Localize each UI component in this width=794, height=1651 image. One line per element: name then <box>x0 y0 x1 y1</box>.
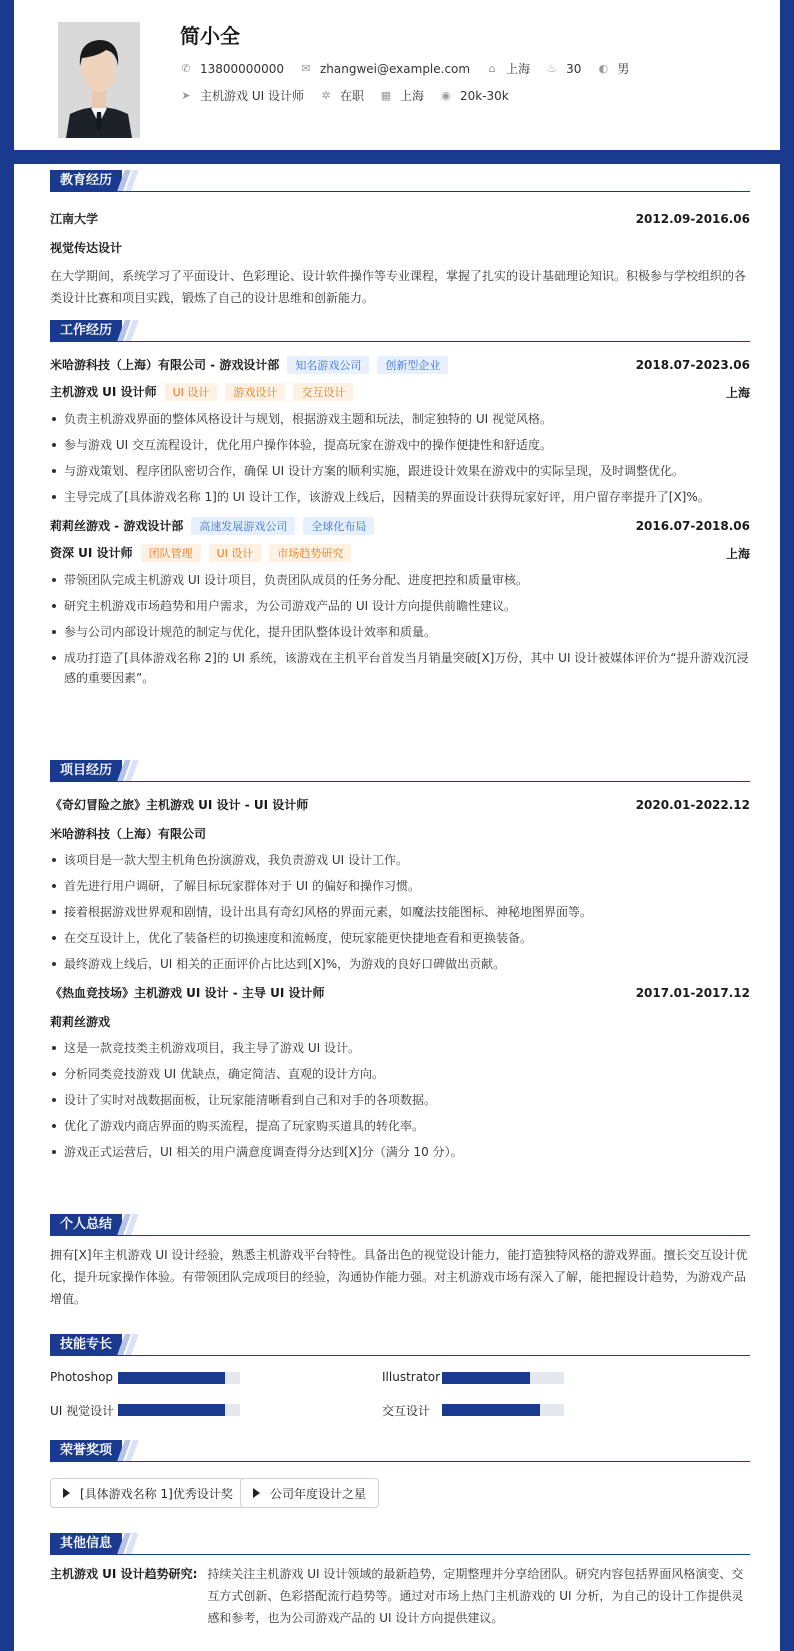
section-title-label: 技能专长 <box>50 1334 122 1355</box>
gender-icon: ◐ <box>598 62 609 75</box>
company-tag: 高速发展游戏公司 <box>191 517 295 535</box>
award-text: [具体游戏名称 1]优秀设计奖 <box>80 1486 233 1501</box>
section-title <box>50 320 750 342</box>
education-description: 在大学期间，系统学习了平面设计、色彩理论、设计软件操作等专业课程，掌握了扎实的设计基础理论知识。积极参与学校组织的各类设计比赛和项目实践，锻炼了自己的设计思维和创新能力。 <box>50 269 747 305</box>
major: 视觉传达设计 <box>50 241 123 255</box>
gender-item <box>597 60 629 77</box>
email-item <box>300 62 470 76</box>
role-tag: UI 设计 <box>165 383 218 401</box>
section-summary <box>50 1214 750 1310</box>
play-icon <box>63 1488 70 1498</box>
list-item: 首先进行用户调研，了解目标玩家群体对于 UI 的偏好和操作习惯。 <box>50 876 750 896</box>
avatar-photo <box>58 22 140 138</box>
job-location: 上海 <box>725 546 750 561</box>
award-item <box>50 1478 246 1508</box>
section-title-label: 荣誉奖项 <box>50 1440 122 1461</box>
list-item: 在交互设计上，优化了装备栏的切换速度和流畅度，使玩家能更快捷地查看和更换装备。 <box>50 928 750 948</box>
gender-text: 男 <box>617 62 630 76</box>
section-title <box>50 1440 750 1462</box>
company-tag: 知名游戏公司 <box>287 356 369 374</box>
section-honors <box>50 1440 750 1520</box>
section-skills <box>50 1334 750 1424</box>
job-header <box>50 517 750 535</box>
section-title <box>50 170 750 192</box>
skill-bar-fill <box>442 1404 540 1416</box>
section-title-label: 工作经历 <box>50 320 122 341</box>
frame-left-border <box>0 0 14 1651</box>
list-item: 优化了游戏内商店界面的购买流程，提高了玩家购买道具的转化率。 <box>50 1116 750 1136</box>
home-icon: ⌂ <box>488 62 496 75</box>
phone-item <box>180 62 284 76</box>
job-company-line <box>50 517 374 535</box>
skill-name: Photoshop <box>50 1370 114 1384</box>
section-other <box>50 1533 750 1629</box>
intent-city-item <box>380 87 424 104</box>
skill-bar-fill <box>442 1372 530 1384</box>
list-item: 负责主机游戏界面的整体风格设计与规划，根据游戏主题和玩法，制定独特的 UI 视觉风格。 <box>50 409 750 429</box>
city-text: 上海 <box>506 62 531 76</box>
job-intent-row <box>180 87 525 104</box>
frame-header-divider <box>0 150 794 164</box>
job-company-line <box>50 356 448 374</box>
skill-bar-fill <box>118 1372 225 1384</box>
company-name: 米哈游科技（上海）有限公司 - 游戏设计部 <box>50 358 280 372</box>
section-title <box>50 1334 750 1356</box>
age-item <box>546 62 581 76</box>
city-item <box>486 60 530 77</box>
project-company: 米哈游科技（上海）有限公司 <box>50 827 207 841</box>
skill-name: UI 视觉设计 <box>50 1404 115 1418</box>
award-text: 公司年度设计之星 <box>270 1486 367 1501</box>
job-role: 主机游戏 UI 设计师 <box>50 385 157 399</box>
section-title-label: 个人总结 <box>50 1214 122 1235</box>
other-info-text: 持续关注主机游戏 UI 设计领域的最新趋势，定期整理并分享给团队。研究内容包括界面风格演变、交互方式创新、色彩搭配流行趋势等。通过对市场上热门主机游戏的 UI 分析，为自己的设计工作提供灵感和参考，也为公司游戏产品的 UI 设计方向提供建议。 <box>207 1567 744 1625</box>
status-item <box>320 87 364 104</box>
job-period: 2018.07-2023.06 <box>635 358 750 372</box>
role-tag: 市场趋势研究 <box>269 544 351 562</box>
project-header <box>50 796 750 813</box>
list-item: 最终游戏上线后，UI 相关的正面评价占比达到[X]%，为游戏的良好口碑做出贡献。 <box>50 954 750 974</box>
contact-row <box>180 60 645 77</box>
age-icon: ♨ <box>547 62 558 75</box>
list-item: 参与游戏 UI 交互流程设计，优化用户操作体验，提高玩家在游戏中的操作便捷性和舒适度。 <box>50 435 750 455</box>
list-item: 主导完成了[具体游戏名称 1]的 UI 设计工作，该游戏上线后，因精美的界面设计获得玩家好评，用户留存率提升了[X]%。 <box>50 487 750 507</box>
salary-text: 20k-30k <box>459 88 509 103</box>
skill-name: Illustrator <box>382 1370 441 1384</box>
list-item: 分析同类竞技游戏 UI 优缺点，确定简洁、直观的设计方向。 <box>50 1064 750 1084</box>
list-item: 带领团队完成主机游戏 UI 设计项目，负责团队成员的任务分配、进度把控和质量审核。 <box>50 570 750 590</box>
section-title <box>50 760 750 782</box>
project-period: 2020.01-2022.12 <box>635 797 750 812</box>
skill-name: 交互设计 <box>382 1404 431 1418</box>
role-tag: UI 设计 <box>209 544 262 562</box>
list-item: 研究主机游戏市场趋势和用户需求，为公司游戏产品的 UI 设计方向提供前瞻性建议。 <box>50 596 750 616</box>
salary-item <box>440 89 509 103</box>
job-location: 上海 <box>725 385 750 400</box>
project-company: 莉莉丝游戏 <box>50 1015 111 1029</box>
skill-bar <box>118 1404 240 1416</box>
job-role-row <box>50 544 750 562</box>
job-role-line <box>50 544 351 562</box>
section-title <box>50 1214 750 1236</box>
list-item: 接着根据游戏世界观和剧情，设计出具有奇幻风格的界面元素，如魔法技能图标、神秘地图界面等。 <box>50 902 750 922</box>
resume-body <box>14 164 780 1651</box>
role-tag: 交互设计 <box>293 383 353 401</box>
email-text: zhangwei@example.com <box>319 61 471 76</box>
building-icon: ▦ <box>380 89 392 102</box>
education-period: 2012.09-2016.06 <box>635 211 750 226</box>
company-tag: 全球化布局 <box>303 517 374 535</box>
intent-role-item <box>180 87 304 104</box>
award-item <box>240 1478 379 1508</box>
list-item: 设计了实时对战数据面板，让玩家能清晰看到自己和对手的各项数据。 <box>50 1090 750 1110</box>
candidate-name: 简小全 <box>180 24 240 48</box>
status-icon: ✲ <box>321 89 331 102</box>
section-title-label: 项目经历 <box>50 760 122 781</box>
intent-city-text: 上海 <box>399 89 424 103</box>
project-header <box>50 984 750 1001</box>
age-text: 30 <box>566 61 582 76</box>
salary-icon: ◉ <box>441 89 451 102</box>
list-item: 这是一款竞技类主机游戏项目，我主导了游戏 UI 设计。 <box>50 1038 750 1058</box>
skill-bar <box>442 1404 564 1416</box>
project-details <box>50 1038 750 1162</box>
skill-bar-fill <box>118 1404 225 1416</box>
section-work <box>50 320 750 694</box>
role-tag: 游戏设计 <box>225 383 285 401</box>
phone-text: 13800000000 <box>200 61 284 76</box>
resume-header <box>14 0 780 150</box>
other-info-label: 主机游戏 UI 设计趋势研究: <box>50 1567 198 1581</box>
section-title <box>50 1533 750 1555</box>
job-role-row <box>50 383 750 401</box>
play-icon <box>253 1488 260 1498</box>
section-projects <box>50 760 750 1168</box>
status-text: 在职 <box>339 89 364 103</box>
summary-text: 拥有[X]年主机游戏 UI 设计经验，熟悉主机游戏平台特性。具备出色的视觉设计能力，能打造独特风格的游戏界面。擅长交互设计优化，提升玩家操作体验。有带领团队完成项目的经验，沟通协作能力强。对主机游戏市场有深入了解，能把握设计趋势，为游戏产品增值。 <box>50 1248 748 1306</box>
school-name: 江南大学 <box>50 212 99 226</box>
send-icon: ➤ <box>181 89 191 102</box>
avatar <box>58 22 140 138</box>
skill-bar <box>118 1372 240 1384</box>
list-item: 游戏正式运营后，UI 相关的用户满意度调查得分达到[X]分（满分 10 分）。 <box>50 1142 750 1162</box>
job-role: 资深 UI 设计师 <box>50 546 133 560</box>
project-details <box>50 850 750 974</box>
project-name: 《热血竞技场》主机游戏 UI 设计 - 主导 UI 设计师 <box>50 986 325 1000</box>
education-row <box>50 210 750 227</box>
job-duties <box>50 570 750 688</box>
frame-right-border <box>780 0 794 1651</box>
section-title-label: 教育经历 <box>50 170 122 191</box>
role-tag: 团队管理 <box>141 544 201 562</box>
job-period: 2016.07-2018.06 <box>635 519 750 533</box>
section-title-label: 其他信息 <box>50 1533 122 1554</box>
email-icon: ✉ <box>301 62 311 75</box>
list-item: 成功打造了[具体游戏名称 2]的 UI 系统，该游戏在主机平台首发当月销量突破[X]万份，其中 UI 设计被媒体评价为“提升游戏沉浸感的重要因素”。 <box>50 648 750 688</box>
company-name: 莉莉丝游戏 - 游戏设计部 <box>50 519 184 533</box>
job-duties <box>50 409 750 507</box>
intent-role-text: 主机游戏 UI 设计师 <box>200 89 304 103</box>
list-item: 参与公司内部设计规范的制定与优化，提升团队整体设计效率和质量。 <box>50 622 750 642</box>
other-info-row <box>50 1563 750 1629</box>
list-item: 与游戏策划、程序团队密切合作，确保 UI 设计方案的顺利实施，跟进设计效果在游戏中的实际呈现，及时调整优化。 <box>50 461 750 481</box>
project-period: 2017.01-2017.12 <box>635 985 750 1000</box>
section-education <box>50 170 750 309</box>
company-tag: 创新型企业 <box>377 356 448 374</box>
job-header <box>50 356 750 374</box>
project-name: 《奇幻冒险之旅》主机游戏 UI 设计 - UI 设计师 <box>50 798 309 812</box>
job-role-line <box>50 383 353 401</box>
phone-icon: ✆ <box>181 62 191 75</box>
skill-bar <box>442 1372 564 1384</box>
list-item: 该项目是一款大型主机角色扮演游戏，我负责游戏 UI 设计工作。 <box>50 850 750 870</box>
